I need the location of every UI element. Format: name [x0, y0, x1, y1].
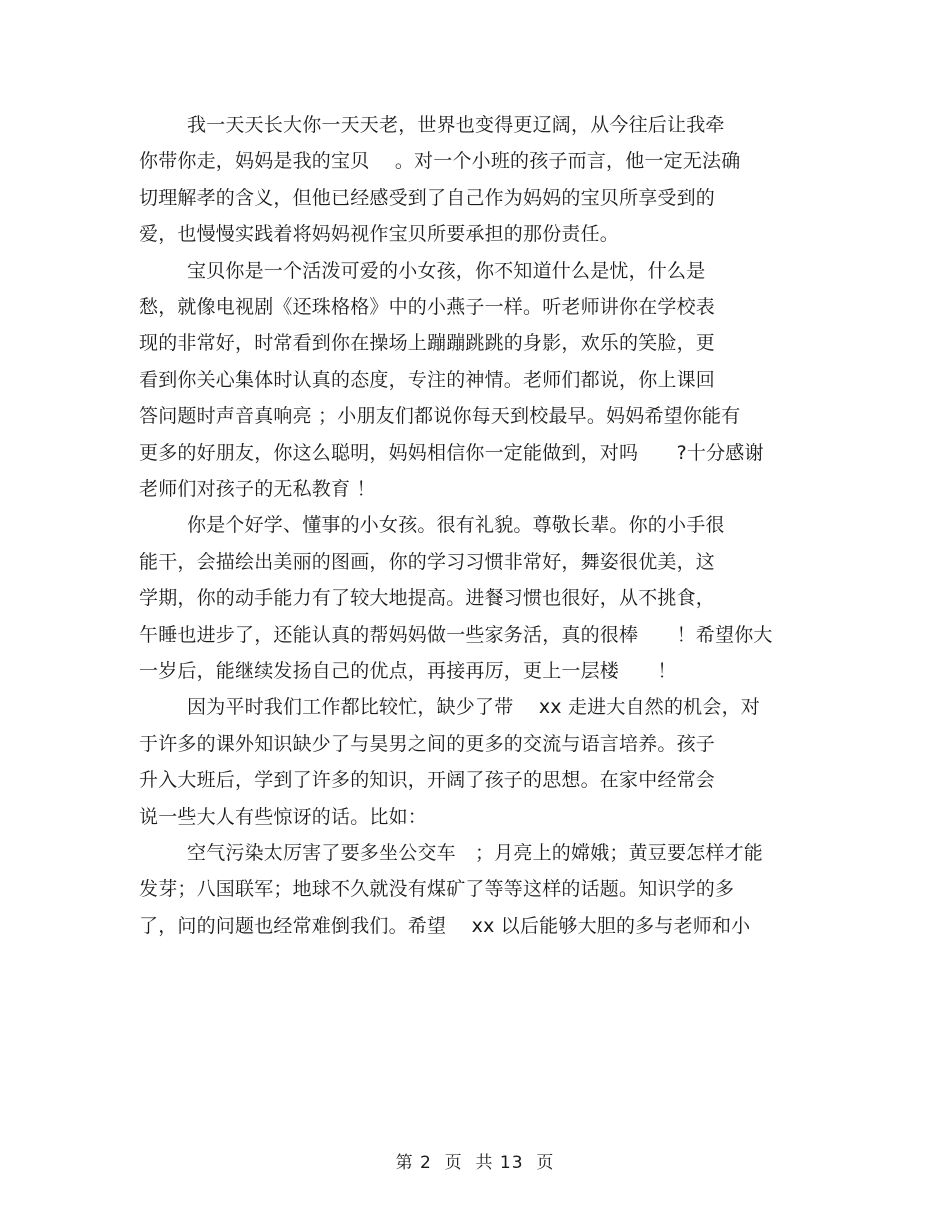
- text-line: 学期，你的动手能力有了较大地提高。进餐习惯也很好，从不挑食，: [139, 587, 716, 610]
- text-line: 爱，也慢慢实践着将妈妈视作宝贝所要承担的那份责任。: [139, 223, 620, 246]
- text-line: 现的非常好，时常看到你在操场上蹦蹦跳跳的身影，欢乐的笑脸，更: [139, 332, 716, 355]
- text-line: 空气污染太厉害了要多坐公交车 ；月亮上的嫦娥；黄豆要怎样才能: [187, 842, 764, 864]
- text-line: 了，问的问题也经常难倒我们。希望 xx 以后能够大胆的多与老师和小: [139, 914, 751, 937]
- page-footer: 第 2 页 共 13 页: [395, 1153, 555, 1173]
- text-line: 你是个好学、懂事的小女孩。很有礼貌。尊敬长辈。你的小手很: [187, 514, 725, 537]
- text-line: 因为平时我们工作都比较忙，缺少了带 xx 走进大自然的机会，对: [187, 696, 760, 719]
- text-line: 看到你关心集体时认真的态度，专注的神情。老师们都说，你上课回: [139, 368, 716, 391]
- text-line: 愁，就像电视剧《还珠格格》中的小燕子一样。听老师讲你在学校表: [139, 296, 716, 318]
- text-line: 说一些大人有些惊讶的话。比如：: [139, 805, 428, 828]
- text-line: 于许多的课外知识缺少了与昊男之间的更多的交流与语言培养。孩子: [139, 732, 716, 755]
- text-line: 你带你走，妈妈是我的宝贝 。对一个小班的孩子而言，他一定无法确: [139, 150, 741, 173]
- text-line: 切理解孝的含义，但他已经感受到了自己作为妈妈的宝贝所享受到的: [139, 186, 716, 209]
- text-line: 更多的好朋友，你这么聪明，妈妈相信你一定能做到，对吗 ?十分感谢: [139, 441, 764, 464]
- text-line: 我一天天长大你一天天老，世界也变得更辽阔，从今往后让我牵: [187, 114, 725, 136]
- text-line: 老师们对孩子的无私教育 ！: [139, 478, 376, 500]
- text-line: 能干，会描绘出美丽的图画，你的学习习惯非常好，舞姿很优美，这: [139, 550, 716, 573]
- text-line: 午睡也进步了，还能认真的帮妈妈做一些家务活，真的很棒 ！希望你大: [139, 623, 773, 646]
- text-line: 宝贝你是一个活泼可爱的小女孩，你不知道什么是忧，什么是: [187, 259, 706, 282]
- text-line: 答问题时声音真响亮 ；小朋友们都说你每天到校最早。妈妈希望你能有: [139, 405, 741, 428]
- text-line: 升入大班后，学到了许多的知识，开阔了孩子的思想。在家中经常会: [139, 769, 716, 792]
- text-line: 发芽；八国联军；地球不久就没有煤矿了等等这样的话题。知识学的多: [139, 878, 735, 901]
- text-line: 一岁后，能继续发扬自己的优点，再接再厉，更上一层楼 ！: [139, 660, 677, 682]
